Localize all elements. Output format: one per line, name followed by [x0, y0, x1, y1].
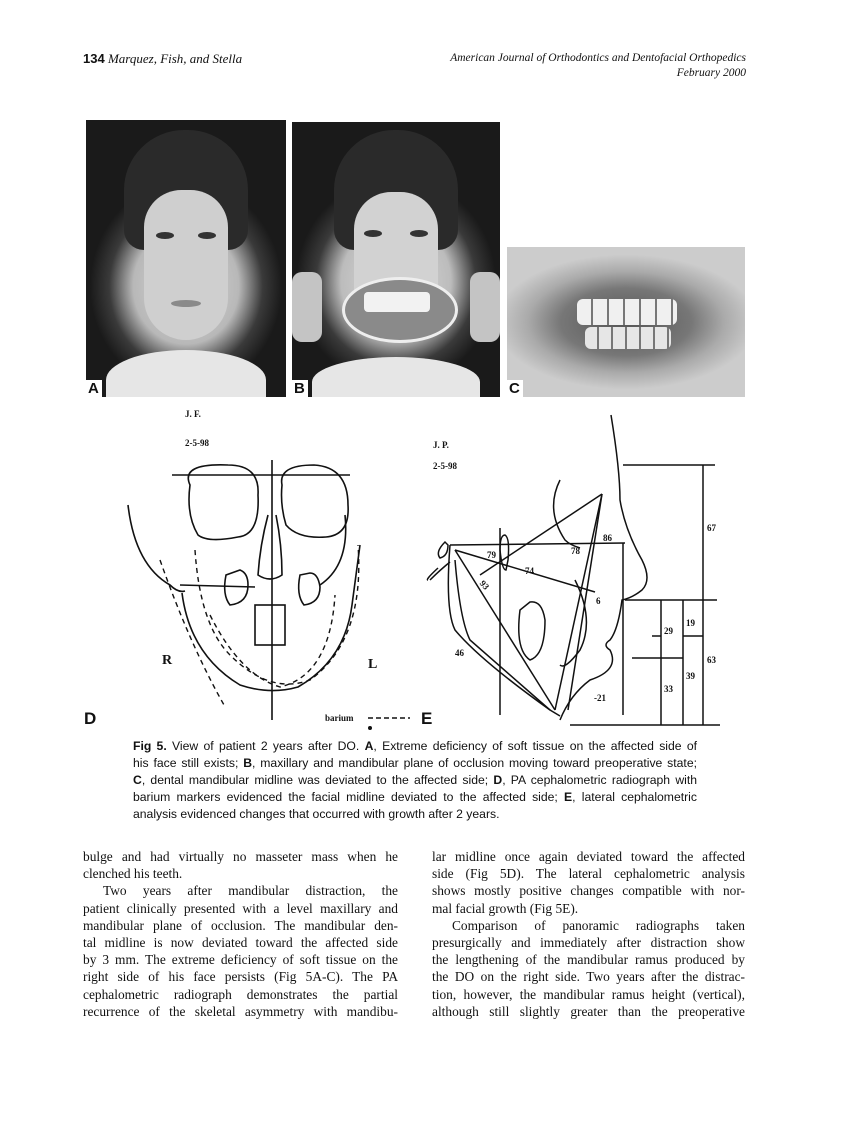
panel-e-date: 2-5-98: [433, 461, 457, 471]
lateral-cephalometric-tracing: [420, 410, 740, 730]
text-line: patient clinically presented with a level maxillary and: [83, 900, 398, 916]
text-line: right side of his face persists (Fig 5A-C). The PA: [83, 969, 398, 985]
panel-d-date: 2-5-98: [185, 438, 209, 448]
text-line: lar midline once again deviated toward the affected: [432, 849, 745, 864]
right-side-label: R: [162, 653, 173, 668]
caption-line: [133, 738, 697, 755]
photo-label-c: C: [507, 380, 523, 397]
journal-title: American Journal of Orthodontics and Dentofacial Orthopedics: [450, 52, 746, 64]
caption-text: View of patient 2 years after DO.: [166, 739, 365, 753]
issue-date: February 2000: [676, 67, 746, 79]
measurement-29: 29: [664, 626, 673, 636]
caption-text: , maxillary and mandibular plane of occlusion moving toward preoperative state;: [252, 756, 697, 770]
measurement-86: 86: [603, 533, 612, 543]
running-header-right: [450, 51, 746, 81]
photo-c-intraoral: [507, 247, 745, 397]
text-line: the DO on the right side. Two years after the distrac-: [432, 969, 745, 985]
caption-bold-text: A: [364, 739, 374, 753]
measurement-46: 46: [455, 648, 464, 658]
caption-line: [133, 806, 697, 823]
caption-bold-text: B: [243, 756, 253, 770]
text-line: presurgically and immediately after distraction show: [432, 934, 745, 950]
text-line: bulge and had virtually no masseter mass when he: [83, 849, 398, 864]
measurement-minus-21: -21: [594, 693, 606, 703]
page-number: 134: [83, 51, 105, 66]
caption-bold-text: E: [564, 790, 573, 804]
text-line: clenched his teeth.: [83, 866, 183, 882]
text-line: by 3 mm. The extreme deficiency of soft tissue on the: [83, 952, 398, 968]
photo-label-a: A: [86, 380, 102, 397]
running-header-left: [83, 51, 242, 67]
photo-a-patient-frontal: [86, 120, 286, 397]
photo-b-patient-retractor: [292, 122, 500, 397]
photo-label-b: B: [292, 380, 308, 397]
caption-text: barium markers evidenced the facial midline deviated to the affected side;: [133, 790, 565, 804]
caption-text: analysis evidenced changes that occurred with growth after 2 years.: [133, 807, 500, 821]
text-line: mandibular plane of occlusion. The mandibular den-: [83, 917, 398, 933]
measurement-39: 39: [686, 671, 695, 681]
caption-bold-text: Fig 5.: [133, 739, 167, 753]
text-line: the lengthening of the mandibular ramus produced by: [432, 952, 745, 968]
measurement-63: 63: [707, 655, 716, 665]
measurement-78: 78: [571, 546, 580, 556]
barium-legend-label: barium: [325, 713, 354, 723]
panel-e-patient: J. P.: [433, 440, 449, 450]
panel-label-e: E: [421, 709, 433, 728]
measurement-33: 33: [664, 684, 673, 694]
measurement-93: 93: [477, 578, 492, 592]
figure-caption: [133, 738, 697, 823]
text-line: Comparison of panoramic radiographs taken: [452, 917, 745, 933]
text-line: although still slightly greater than the preoperative: [432, 1003, 745, 1019]
left-side-label: L: [368, 657, 378, 672]
barium-legend-marker: [366, 710, 414, 732]
text-line: cephalometric radiograph demonstrates the partial: [83, 986, 398, 1002]
panel-d-patient: J. F.: [185, 409, 201, 419]
measurement-19: 19: [686, 618, 695, 628]
text-line: recurrence of the skeletal asymmetry with mandibu-: [83, 1003, 398, 1019]
caption-bold-text: C: [133, 773, 142, 787]
text-line: shows mostly positive changes compatible with nor-: [432, 883, 745, 899]
caption-text: , Extreme deficiency of soft tissue on the affected side of: [373, 739, 697, 753]
panel-label-d: D: [84, 709, 97, 728]
authors: Marquez, Fish, and Stella: [107, 51, 243, 66]
caption-line: [133, 789, 697, 806]
caption-text: his face still exists;: [133, 756, 244, 770]
caption-text: , lateral cephalometric: [572, 790, 697, 804]
caption-text: , dental mandibular midline was deviated to the affected side;: [141, 773, 494, 787]
measurement-67: 67: [707, 523, 716, 533]
measurement-79: 79: [487, 550, 496, 560]
body-column-left: [83, 848, 398, 1020]
text-line: mal facial growth (Fig 5E).: [432, 900, 579, 916]
text-line: side (Fig 5D). The lateral cephalometric analysis: [432, 866, 745, 882]
body-column-right: [432, 848, 745, 1020]
caption-line: [133, 755, 697, 772]
text-line: tion, however, the mandibular ramus height (vertical),: [432, 986, 745, 1002]
text-line: tal midline is now deviated toward the affected side: [83, 934, 398, 950]
pa-cephalometric-tracing: [120, 455, 400, 725]
caption-line: [133, 772, 697, 789]
measurement-6: 6: [596, 596, 601, 606]
caption-bold-text: D: [493, 773, 503, 787]
caption-text: , PA cephalometric radiograph with: [502, 773, 697, 787]
text-line: Two years after mandibular distraction, the: [103, 883, 398, 899]
measurement-74: 74: [525, 566, 534, 576]
